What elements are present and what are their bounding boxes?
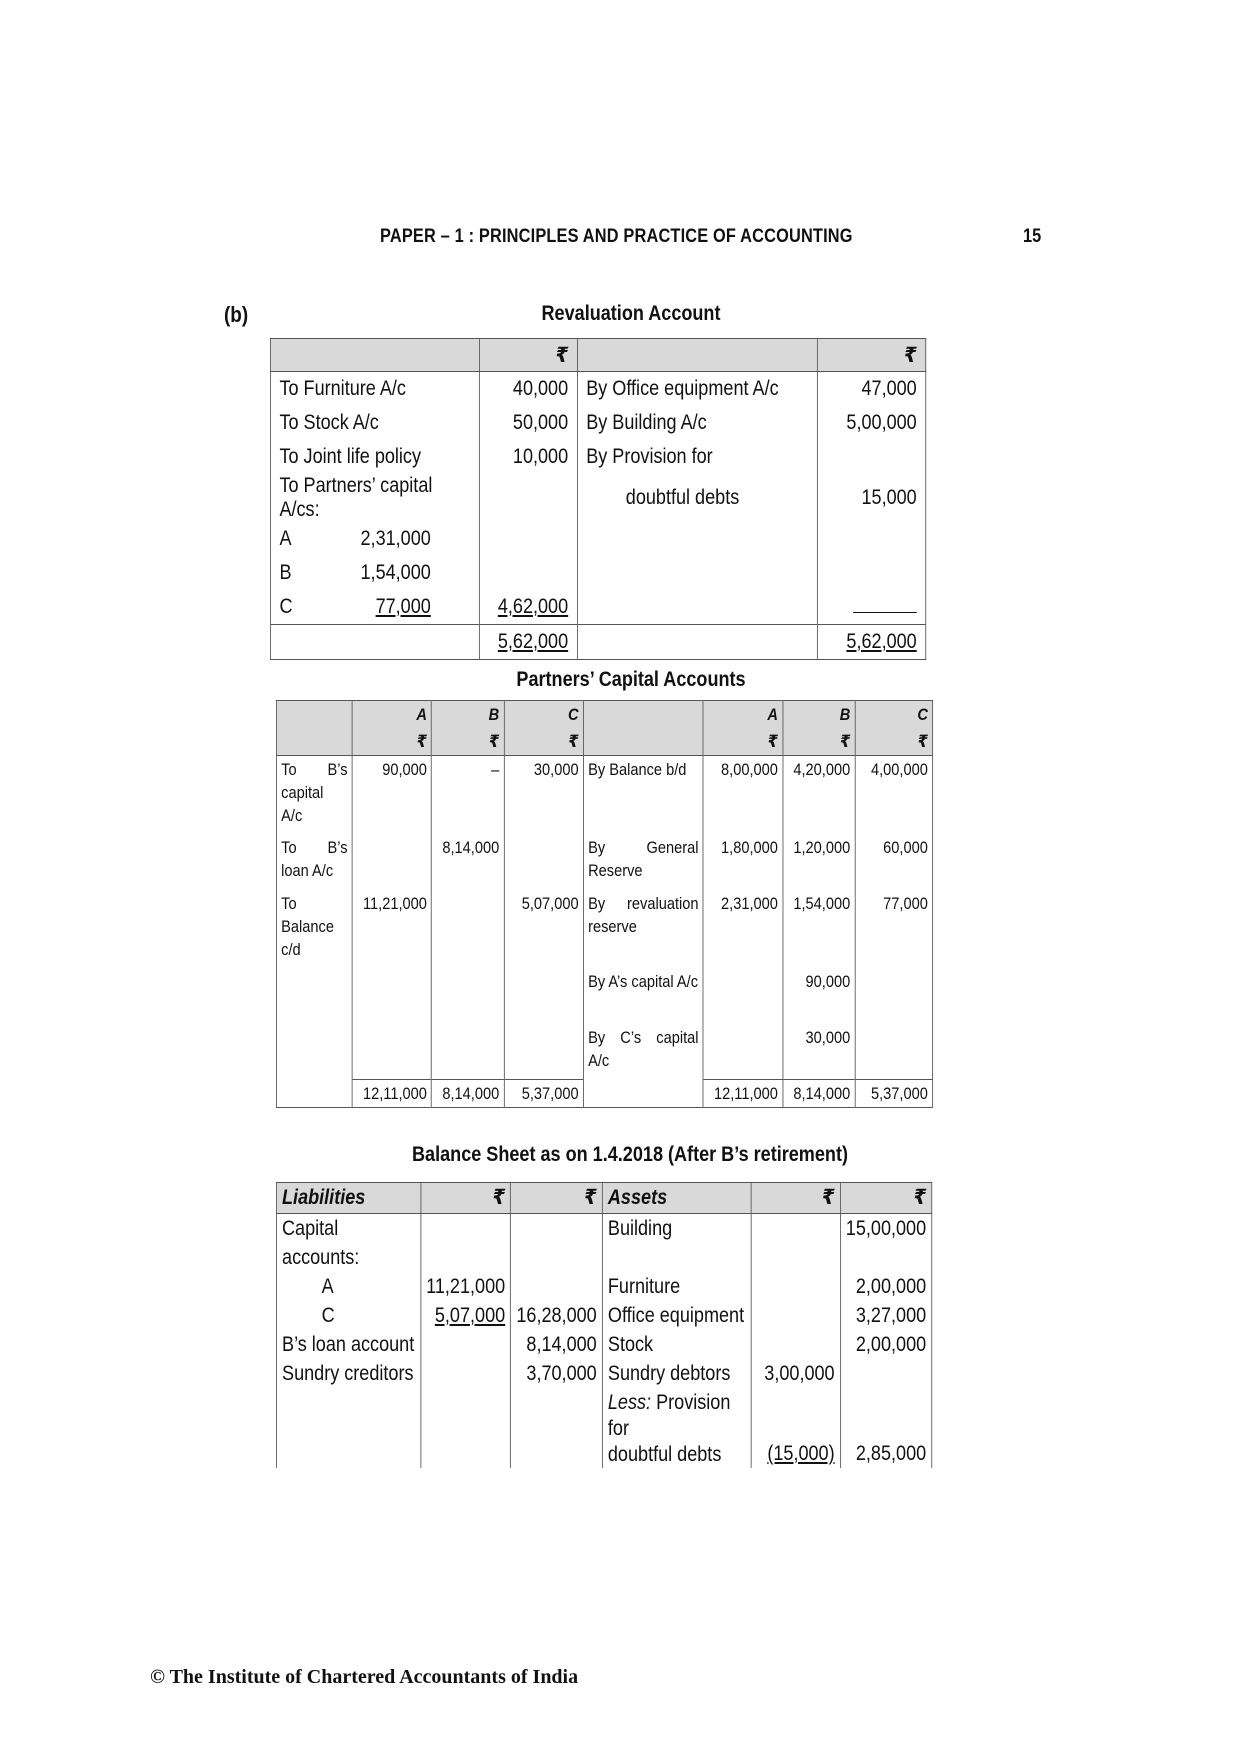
total-row: 12,11,000 8,14,000 5,37,000 12,11,000 8,14,000 5,37,000 bbox=[276, 1080, 932, 1108]
table-row: Sundry creditors 3,70,000 Sundry debtors 3,00,000 bbox=[276, 1359, 931, 1388]
table-row: To B’s capital A/c 90,000 – 30,000 By Balance b/d 8,00,000 4,20,000 4,00,000 bbox=[276, 756, 932, 834]
table-row: By A’s capital A/c 90,000 bbox=[276, 968, 932, 1024]
total-row bbox=[270, 625, 925, 660]
provision-amount: (15,000) bbox=[767, 1442, 835, 1465]
rupee-icon: ₹ bbox=[783, 728, 855, 756]
partners-total: 4,62,000 bbox=[497, 595, 569, 618]
footer-copyright: © The Institute of Chartered Accountants of India bbox=[150, 1666, 579, 1688]
partner-row: C 77,000 4,62,000 bbox=[270, 590, 925, 625]
capital-accounts-title: Partners’ Capital Accounts bbox=[516, 668, 746, 691]
rupee-icon: ₹ bbox=[421, 1183, 511, 1214]
assets-header: Assets bbox=[602, 1183, 751, 1214]
table-row: C 5,07,000 16,28,000 Office equipment 3,27,000 bbox=[276, 1301, 931, 1330]
table-row: To Joint life policy 10,000 By Provision for bbox=[270, 440, 925, 474]
table-row: Capital accounts: Building 15,00,000 bbox=[276, 1214, 931, 1273]
partner-row: A 2,31,000 bbox=[270, 522, 925, 556]
rupee-icon: ₹ bbox=[855, 728, 933, 756]
table-row: To Stock A/c 50,000 By Building A/c 5,00,000 bbox=[270, 406, 925, 440]
rupee-icon: ₹ bbox=[504, 728, 583, 756]
rupee-icon: ₹ bbox=[840, 1183, 932, 1214]
rupee-icon: ₹ bbox=[703, 728, 782, 756]
rupee-icon: ₹ bbox=[817, 339, 925, 372]
table-row: To Furniture A/c 40,000 By Office equipment A/c 47,000 bbox=[270, 372, 925, 407]
rupee-icon: ₹ bbox=[751, 1183, 840, 1214]
table-row: To Partners’ capital A/cs: doubtful debts 15,000 bbox=[270, 474, 925, 522]
partner-row: B 1,54,000 bbox=[270, 556, 925, 590]
less-label: Less: bbox=[607, 1391, 652, 1414]
revaluation-title: Revaluation Account bbox=[541, 302, 721, 325]
balance-sheet-table bbox=[276, 1182, 932, 1468]
rupee-icon: ₹ bbox=[511, 1183, 603, 1214]
revaluation-table bbox=[270, 338, 926, 660]
page-number: 15 bbox=[1023, 226, 1042, 247]
rupee-icon: ₹ bbox=[480, 339, 578, 372]
table-row: B’s loan account 8,14,000 Stock 2,00,000 bbox=[276, 1330, 931, 1359]
table-row: By C’s capital A/c 30,000 bbox=[276, 1024, 932, 1080]
total-rule bbox=[853, 598, 917, 613]
rupee-icon: ₹ bbox=[352, 728, 431, 756]
liabilities-header: Liabilities bbox=[276, 1183, 420, 1214]
balance-sheet-title: Balance Sheet as on 1.4.2018 (After B’s retirement) bbox=[412, 1143, 848, 1166]
table-row: A 11,21,000 Furniture 2,00,000 bbox=[276, 1272, 931, 1301]
part-label: (b) bbox=[224, 302, 249, 327]
credit-total: 5,62,000 bbox=[846, 630, 917, 653]
table-row: To Balance c/d 11,21,000 5,07,000 By revaluation reserve 2,31,000 1,54,000 77,000 bbox=[276, 890, 932, 968]
net-debtors: 2,85,000 bbox=[840, 1388, 932, 1468]
capital-accounts-table: A B C A B C ₹ ₹ ₹ ₹ ₹ ₹ To B’s capital A/c 90,000 – 30,000 By Balance b/d 8,00,000 4,20,000 4,00,000 To B’s loan A/c 8,14,000 By General Reserve 1,80,000 1,20,000 60,000 To Balance c/d 11,21,000 5,07,000 By revaluation reserve 2,31,000 1,54,000 77,000 By A’s capital A/c 90,000 By C’s capital A/c 30,000 12,11,000 8,14,000 5,37,000 12,11,000 8,14,000 5,37,000 bbox=[276, 700, 933, 1108]
table-row: To B’s loan A/c 8,14,000 By General Reserve 1,80,000 1,20,000 60,000 bbox=[276, 834, 932, 890]
rupee-icon: ₹ bbox=[432, 728, 504, 756]
running-header-title: PAPER – 1 : PRINCIPLES AND PRACTICE OF ACCOUNTING bbox=[380, 226, 853, 247]
debit-total: 5,62,000 bbox=[497, 630, 569, 653]
provision-row: Less: Provision for doubtful debts (15,000) 2,85,000 bbox=[276, 1388, 931, 1468]
